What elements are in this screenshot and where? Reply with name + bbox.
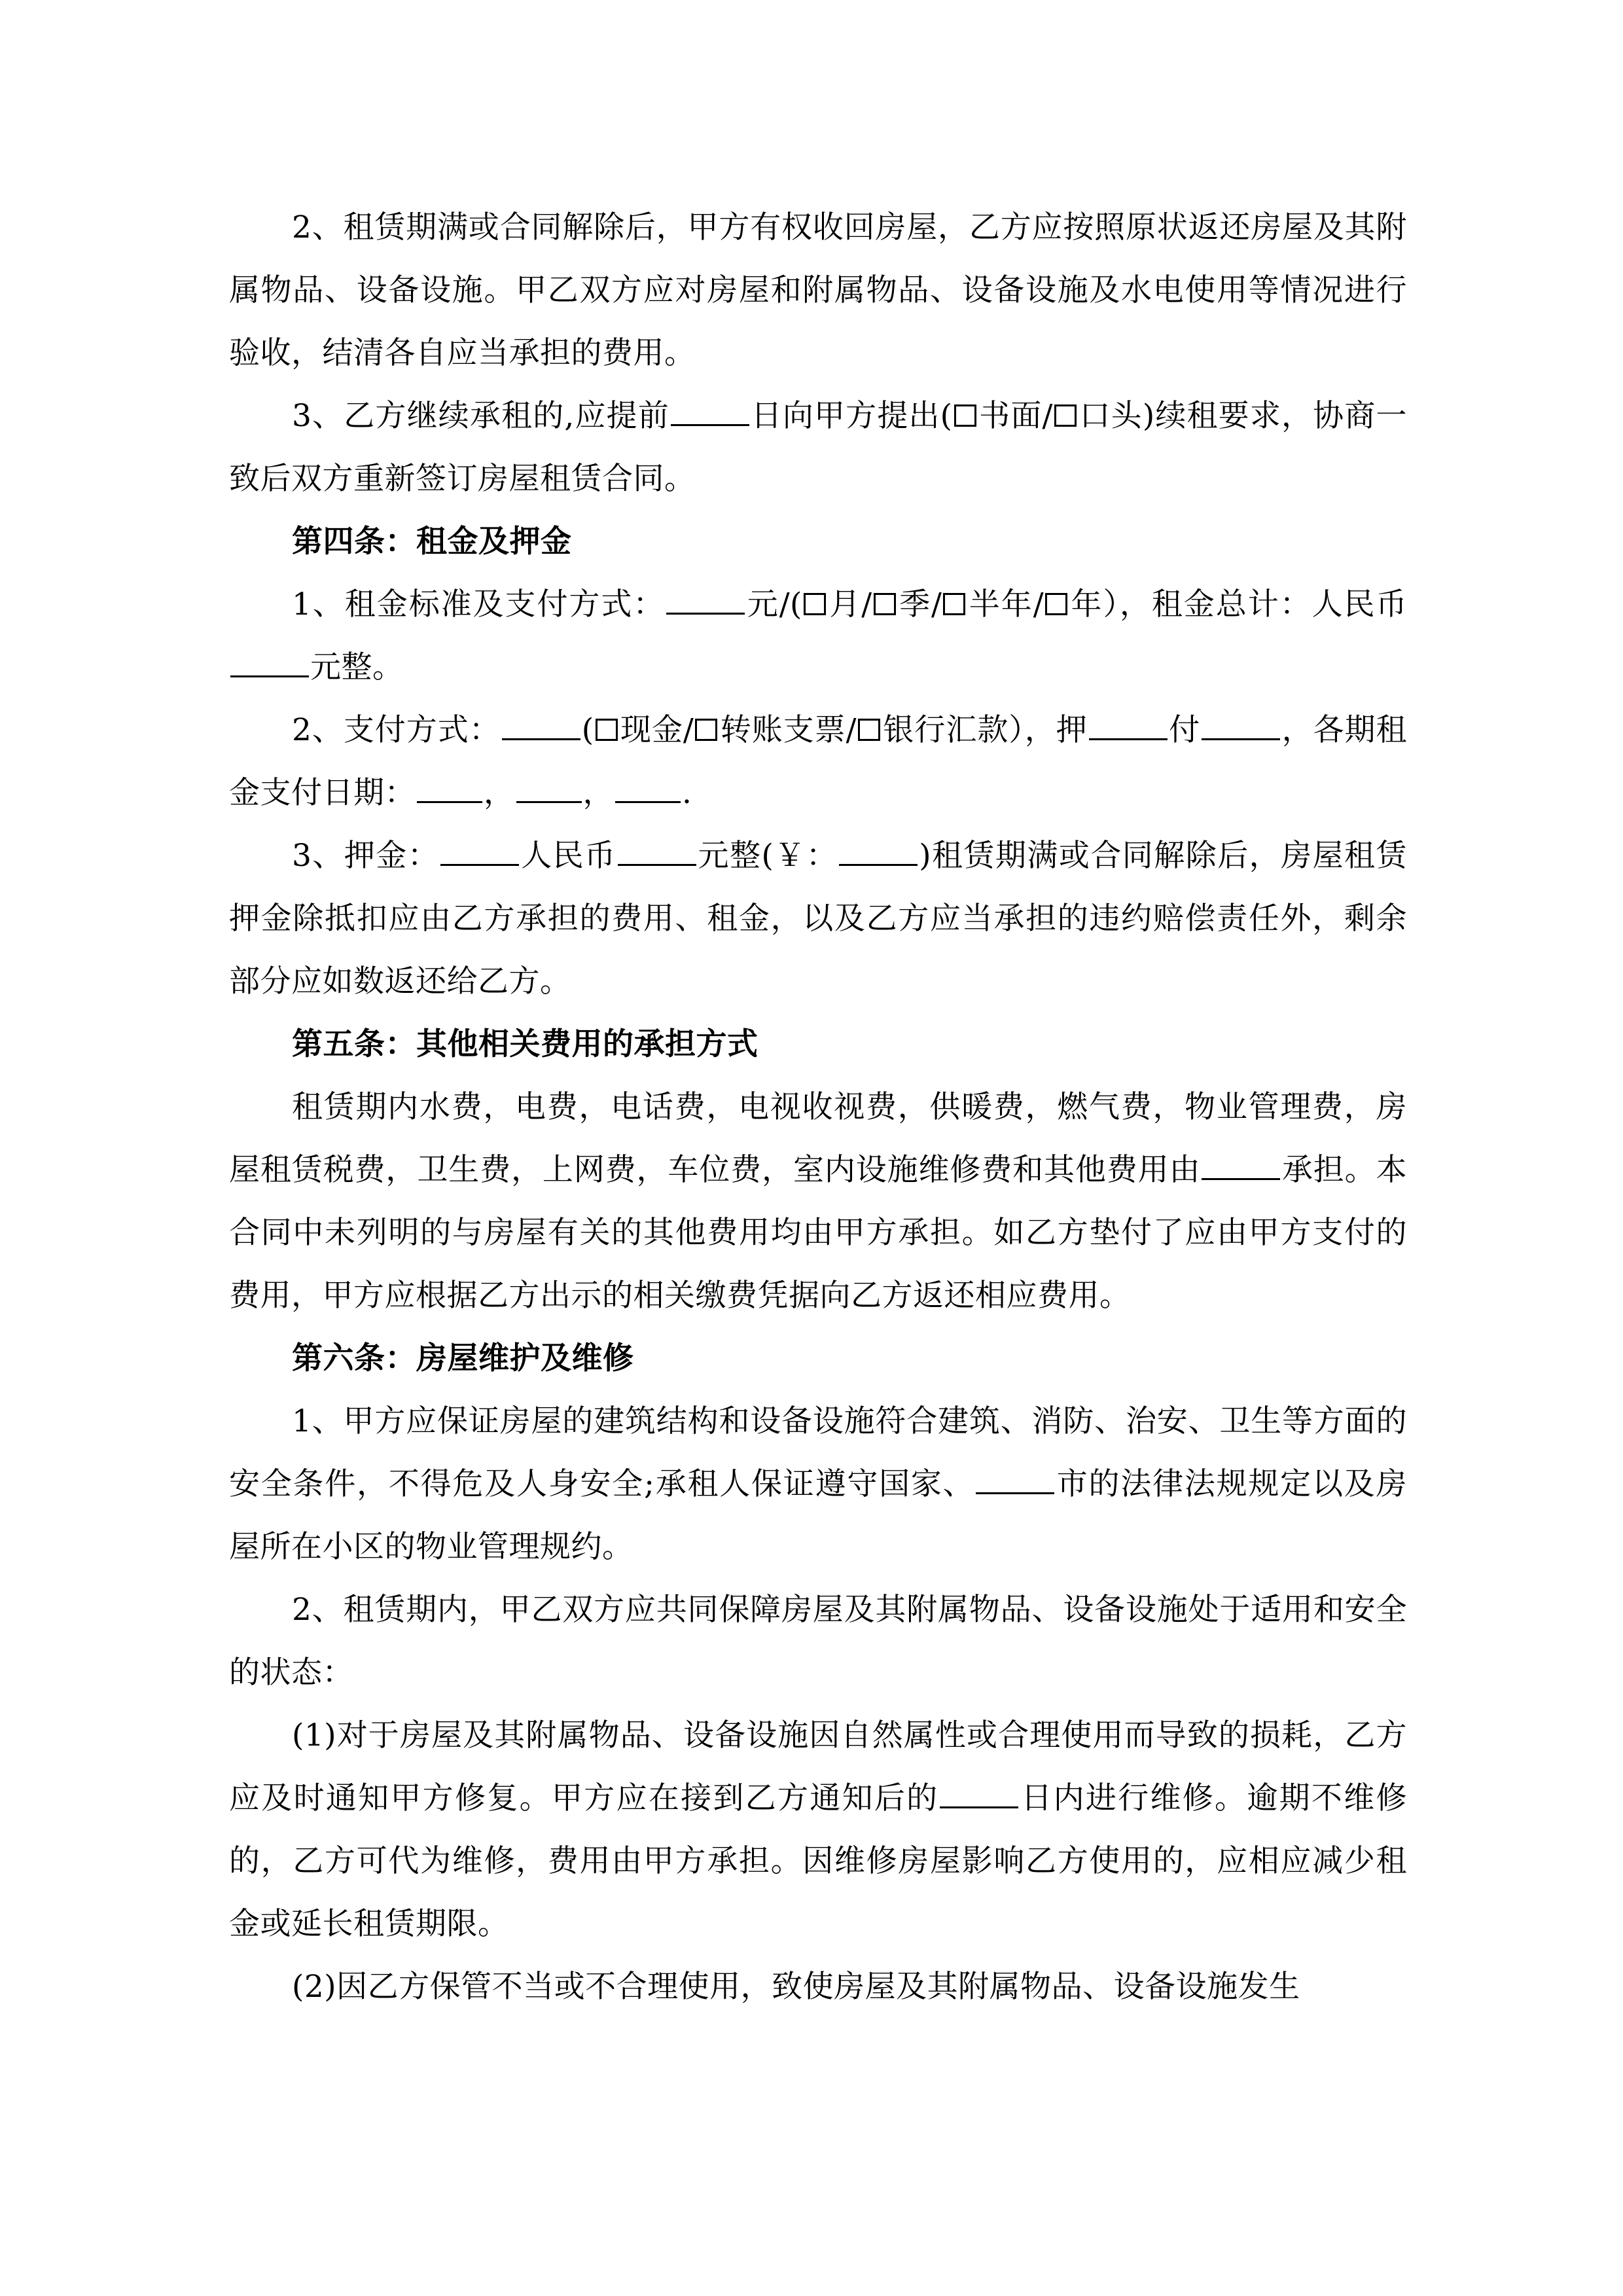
checkbox-icon[interactable] (1045, 593, 1067, 615)
text-run: 银行汇款），押 (882, 712, 1088, 748)
text-run: . (682, 775, 692, 811)
text-run: ，各期租金支付日期： (229, 712, 1408, 811)
text-run: 转账支票/ (720, 712, 857, 748)
fill-in-blank[interactable] (671, 395, 749, 426)
fill-in-blank[interactable] (1089, 709, 1168, 740)
text-run: ， (582, 775, 614, 811)
text-run: 2、支付方式： (292, 712, 501, 748)
text-run: 年），租金总计：人民币 (1070, 586, 1407, 622)
fill-in-blank[interactable] (618, 835, 696, 866)
fill-in-blank[interactable] (976, 1463, 1054, 1494)
text-run: 半年/ (968, 586, 1044, 622)
heading-article-6: 第六条：房屋维护及维修 (292, 1340, 634, 1376)
heading-article-4: 第四条：租金及押金 (292, 524, 572, 560)
paragraph-article6-clause2-item1 (229, 1704, 1407, 1956)
checkbox-icon[interactable] (954, 404, 976, 427)
text-run: 元整(￥： (697, 838, 838, 874)
paragraph-article3-clause2: 2、租赁期满或合同解除后，甲方有权收回房屋，乙方应按照原状返还房屋及其附属物品、设备设施。甲乙双方应对房屋和附属物品、设备设施及水电使用等情况进行验收，结清各自应当承担的费用。 (229, 209, 1407, 371)
text-run: 元整。 (310, 649, 404, 685)
fill-in-blank[interactable] (502, 709, 580, 740)
text-run: 元/( (746, 586, 802, 622)
text-run: 季/ (898, 586, 942, 622)
fill-in-blank[interactable] (839, 835, 918, 866)
paragraph-article4-clause1 (229, 573, 1407, 699)
text-run: ( (581, 712, 594, 748)
text-run: 市的法律法规规定以及房屋所在小区的物业管理规约。 (229, 1466, 1408, 1565)
checkbox-icon[interactable] (1054, 404, 1077, 427)
text-run: 现金/ (620, 712, 694, 748)
paragraph-article6-clause2: 2、租赁期内，甲乙双方应共同保障房屋及其附属物品、设备设施处于适用和安全的状态： (229, 1592, 1407, 1691)
text-run: 1、甲方应保证房屋的建筑结构和设备设施符合建筑、消防、治安、卫生等方面的安全条件，不得危及人身安全;承租人保证遵守国家、 (229, 1403, 1407, 1502)
text-run: 日向甲方提出( (751, 398, 953, 434)
text-run: (1)对于房屋及其附属物品、设备设施因自然属性或合理使用而导致的损耗，乙方应及时通知甲方修复。甲方应在接到乙方通知后的 (229, 1717, 1407, 1816)
document-body (229, 196, 1407, 2018)
paragraph-article5-body (229, 1076, 1407, 1327)
checkbox-icon[interactable] (943, 593, 965, 615)
text-run: 承担。本合同中未列明的与房屋有关的其他费用均由甲方承担。如乙方垫付了应由甲方支付的费用，甲方应根据乙方出示的相关缴费凭据向乙方返还相应费用。 (229, 1152, 1408, 1314)
checkbox-icon[interactable] (804, 593, 826, 615)
paragraph-article6-clause2-item2: (2)因乙方保管不当或不合理使用，致使房屋及其附属物品、设备设施发生 (292, 1969, 1300, 2005)
text-run: 人民币 (520, 838, 616, 874)
fill-in-blank[interactable] (417, 772, 482, 803)
fill-in-blank[interactable] (615, 772, 681, 803)
checkbox-icon[interactable] (695, 719, 717, 741)
text-run: 月/ (828, 586, 872, 622)
checkbox-icon[interactable] (874, 593, 896, 615)
paragraph-article4-clause2 (229, 699, 1407, 825)
checkbox-icon[interactable] (596, 719, 618, 741)
checkbox-icon[interactable] (858, 719, 880, 741)
text-run: 口头)续租要求，协商一致后双方重新签订房屋租赁合同。 (229, 398, 1407, 497)
paragraph-article6-clause1 (229, 1390, 1407, 1579)
paragraph-article3-clause3 (229, 385, 1407, 511)
text-run: 3、乙方继续承租的,应提前 (292, 398, 669, 434)
text-run: 日内进行维修。逾期不维修的，乙方可代为维修，费用由甲方承担。因维修房屋影响乙方使用的，应相应减少租金或延长租赁期限。 (229, 1780, 1408, 1942)
text-run: 3、押金： (292, 838, 440, 874)
text-run: 书面/ (978, 398, 1053, 434)
text-run: 1、租金标准及支付方式： (292, 586, 666, 622)
fill-in-blank[interactable] (516, 772, 582, 803)
text-run: ， (484, 775, 515, 811)
fill-in-blank[interactable] (440, 835, 519, 866)
text-run: 租赁期内水费，电费，电话费，电视收视费，供暖费，燃气费，物业管理费，房屋租赁税费，卫生费，上网费，车位费，室内设施维修费和其他费用由 (229, 1089, 1407, 1188)
fill-in-blank[interactable] (666, 584, 745, 615)
text-run: 付 (1168, 712, 1201, 748)
heading-article-5: 第五条：其他相关费用的承担方式 (292, 1026, 758, 1062)
fill-in-blank[interactable] (1202, 709, 1280, 740)
fill-in-blank[interactable] (230, 647, 309, 677)
fill-in-blank[interactable] (1202, 1149, 1280, 1180)
fill-in-blank[interactable] (940, 1778, 1018, 1808)
paragraph-article4-clause3 (229, 825, 1407, 1013)
text-run: )租赁期满或合同解除后，房屋租赁押金除抵扣应由乙方承担的费用、租金，以及乙方应当承担的违约赔偿责任外，剩余部分应如数返还给乙方。 (229, 838, 1408, 999)
